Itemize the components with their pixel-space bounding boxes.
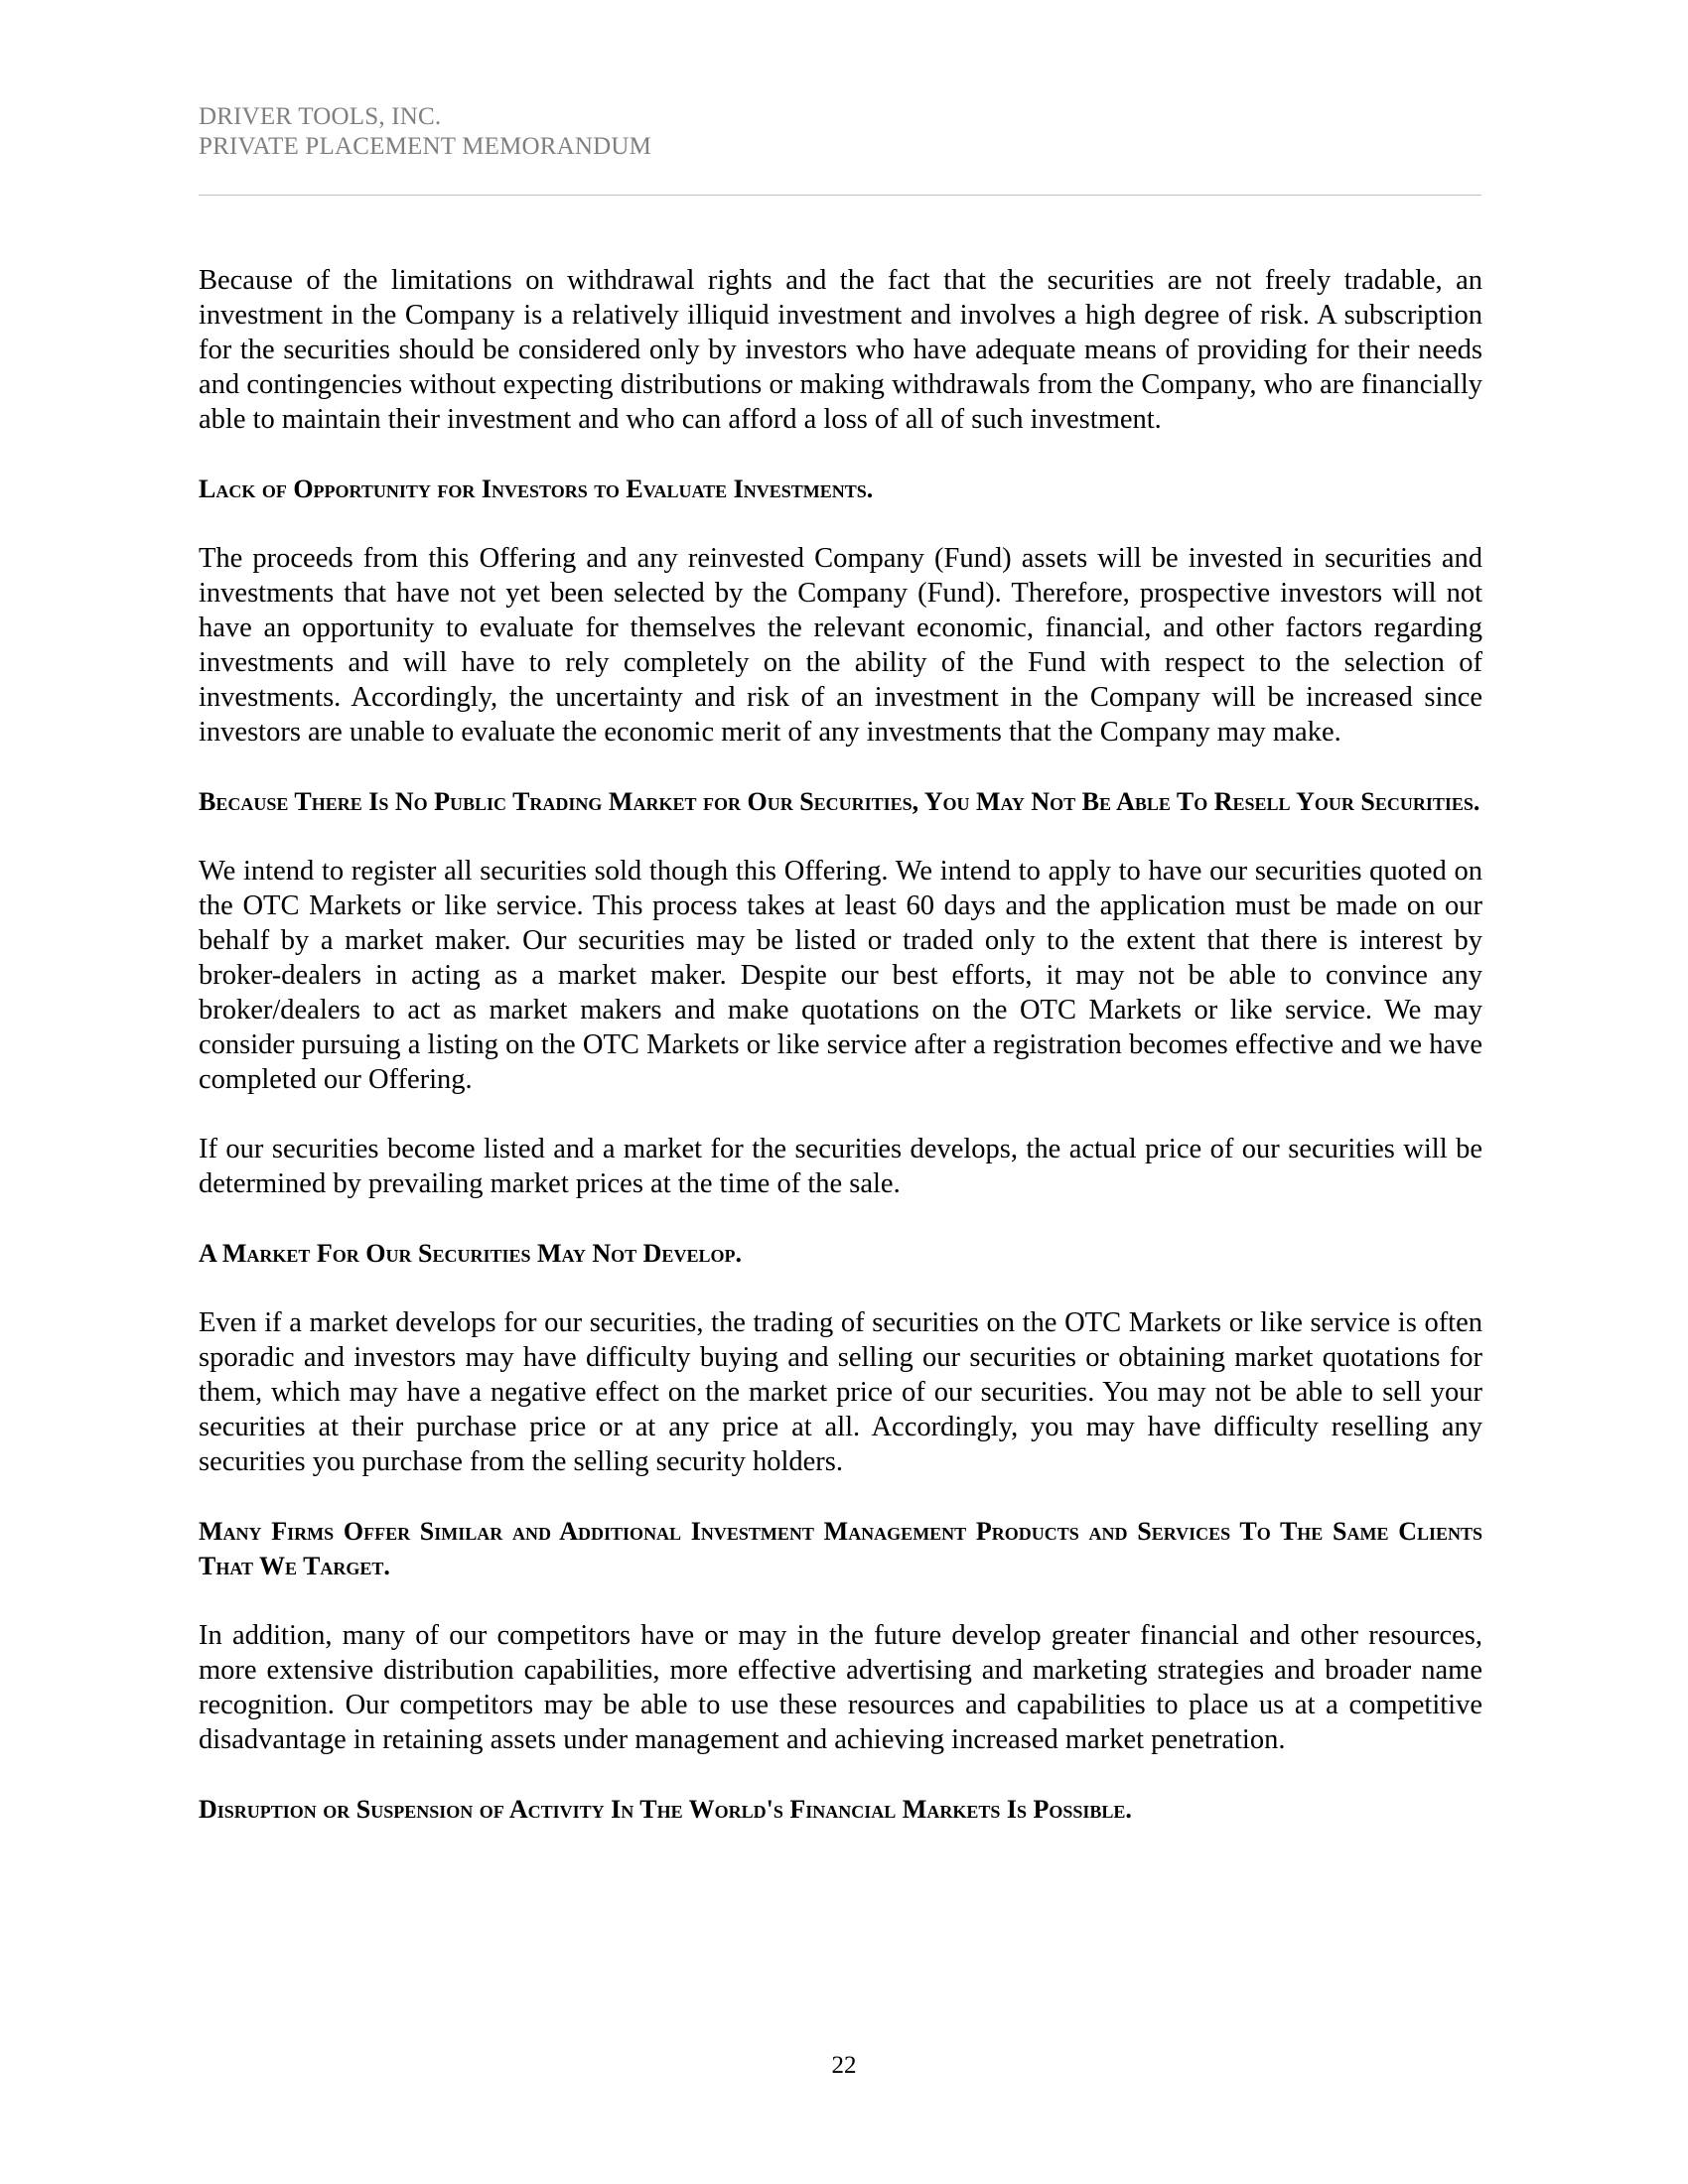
paragraph-competition: In addition, many of our competitors have or may in the future develop greater financial and other resources, more extensive distribution capabilities, more effective advertising and marketing strategies and broader name recognition. Our competitors may be able to use these resources and capabilities to place us at a competitive disadvantage in retaining assets under management and achieving increased market penetration. — [199, 1620, 1482, 1755]
page-body — [199, 263, 1482, 1861]
heading-market-disruption: Disruption or Suspension of Activity In The World's Financial Markets Is Possible. — [199, 1795, 1132, 1824]
paragraph-lack-of-opportunity: The proceeds from this Offering and any reinvested Company (Fund) assets will be invested in securities and investments that have not yet been selected by the Company (Fund). Therefore, prospective investors will not have an opportunity to evaluate for themselves the relevant economic, financial, and other factors regarding investments and will have to rely completely on the ability of the Fund with respect to the selection of investments. Accordingly, the uncertainty and risk of an investment in the Company will be increased since investors are unable to evaluate the economic merit of any investments that the Company may make. — [199, 543, 1482, 748]
paragraph-market-price: If our securities become listed and a market for the securities develops, the actual price of our securities will be determined by prevailing market prices at the time of the sale. — [199, 1134, 1482, 1199]
heading-no-public-market: Because There Is No Public Trading Market for Our Securities, You May Not Be Able To Resell Your Securities. — [199, 787, 1480, 816]
running-header — [199, 102, 651, 162]
header-document-title: PRIVATE PLACEMENT MEMORANDUM — [199, 133, 652, 160]
paragraph-market-may-not-develop: Even if a market develops for our securities, the trading of securities on the OTC Markets or like service is often sporadic and investors may have difficulty buying and selling our securities or obtaining market quotations for them, which may have a negative effect on the market price of our securities. You may not be able to sell your securities at their purchase price or at any price at all. Accordingly, you may have difficulty reselling any securities you purchase from the selling security holders. — [199, 1307, 1482, 1477]
page-number: 22 — [831, 2052, 857, 2079]
heading-market-may-not-develop: A Market For Our Securities May Not Develop. — [199, 1239, 742, 1268]
paragraph-no-public-market: We intend to register all securities sold though this Offering. We intend to apply to have our securities quoted on the OTC Markets or like service. This process takes at least 60 days and the application must be made on our behalf by a market maker. Our securities may be listed or traded only to the extent that there is interest by broker-dealers in acting as a market maker. Despite our best efforts, it may not be able to convince any broker/dealers to act as market makers and make quotations on the OTC Markets or like service. We may consider pursuing a listing on the OTC Markets or like service after a registration becomes effective and we have completed our Offering. — [199, 856, 1482, 1095]
heading-lack-of-opportunity: Lack of Opportunity for Investors to Evaluate Investments. — [199, 475, 874, 503]
heading-competition: Many Firms Offer Similar and Additional Investment Management Products and Services To The Same Clients That We Target. — [199, 1517, 1482, 1580]
header-divider — [199, 195, 1481, 196]
paragraph-illiquidity: Because of the limitations on withdrawal rights and the fact that the securities are not freely tradable, an investment in the Company is a relatively illiquid investment and involves a high degree of risk. A subscription for the securities should be considered only by investors who have adequate means of providing for their needs and contingencies without expecting distributions or making withdrawals from the Company, who are financially able to maintain their investment and who can afford a loss of all of such investment. — [199, 265, 1482, 435]
header-company-name: DRIVER TOOLS, INC. — [199, 103, 442, 130]
